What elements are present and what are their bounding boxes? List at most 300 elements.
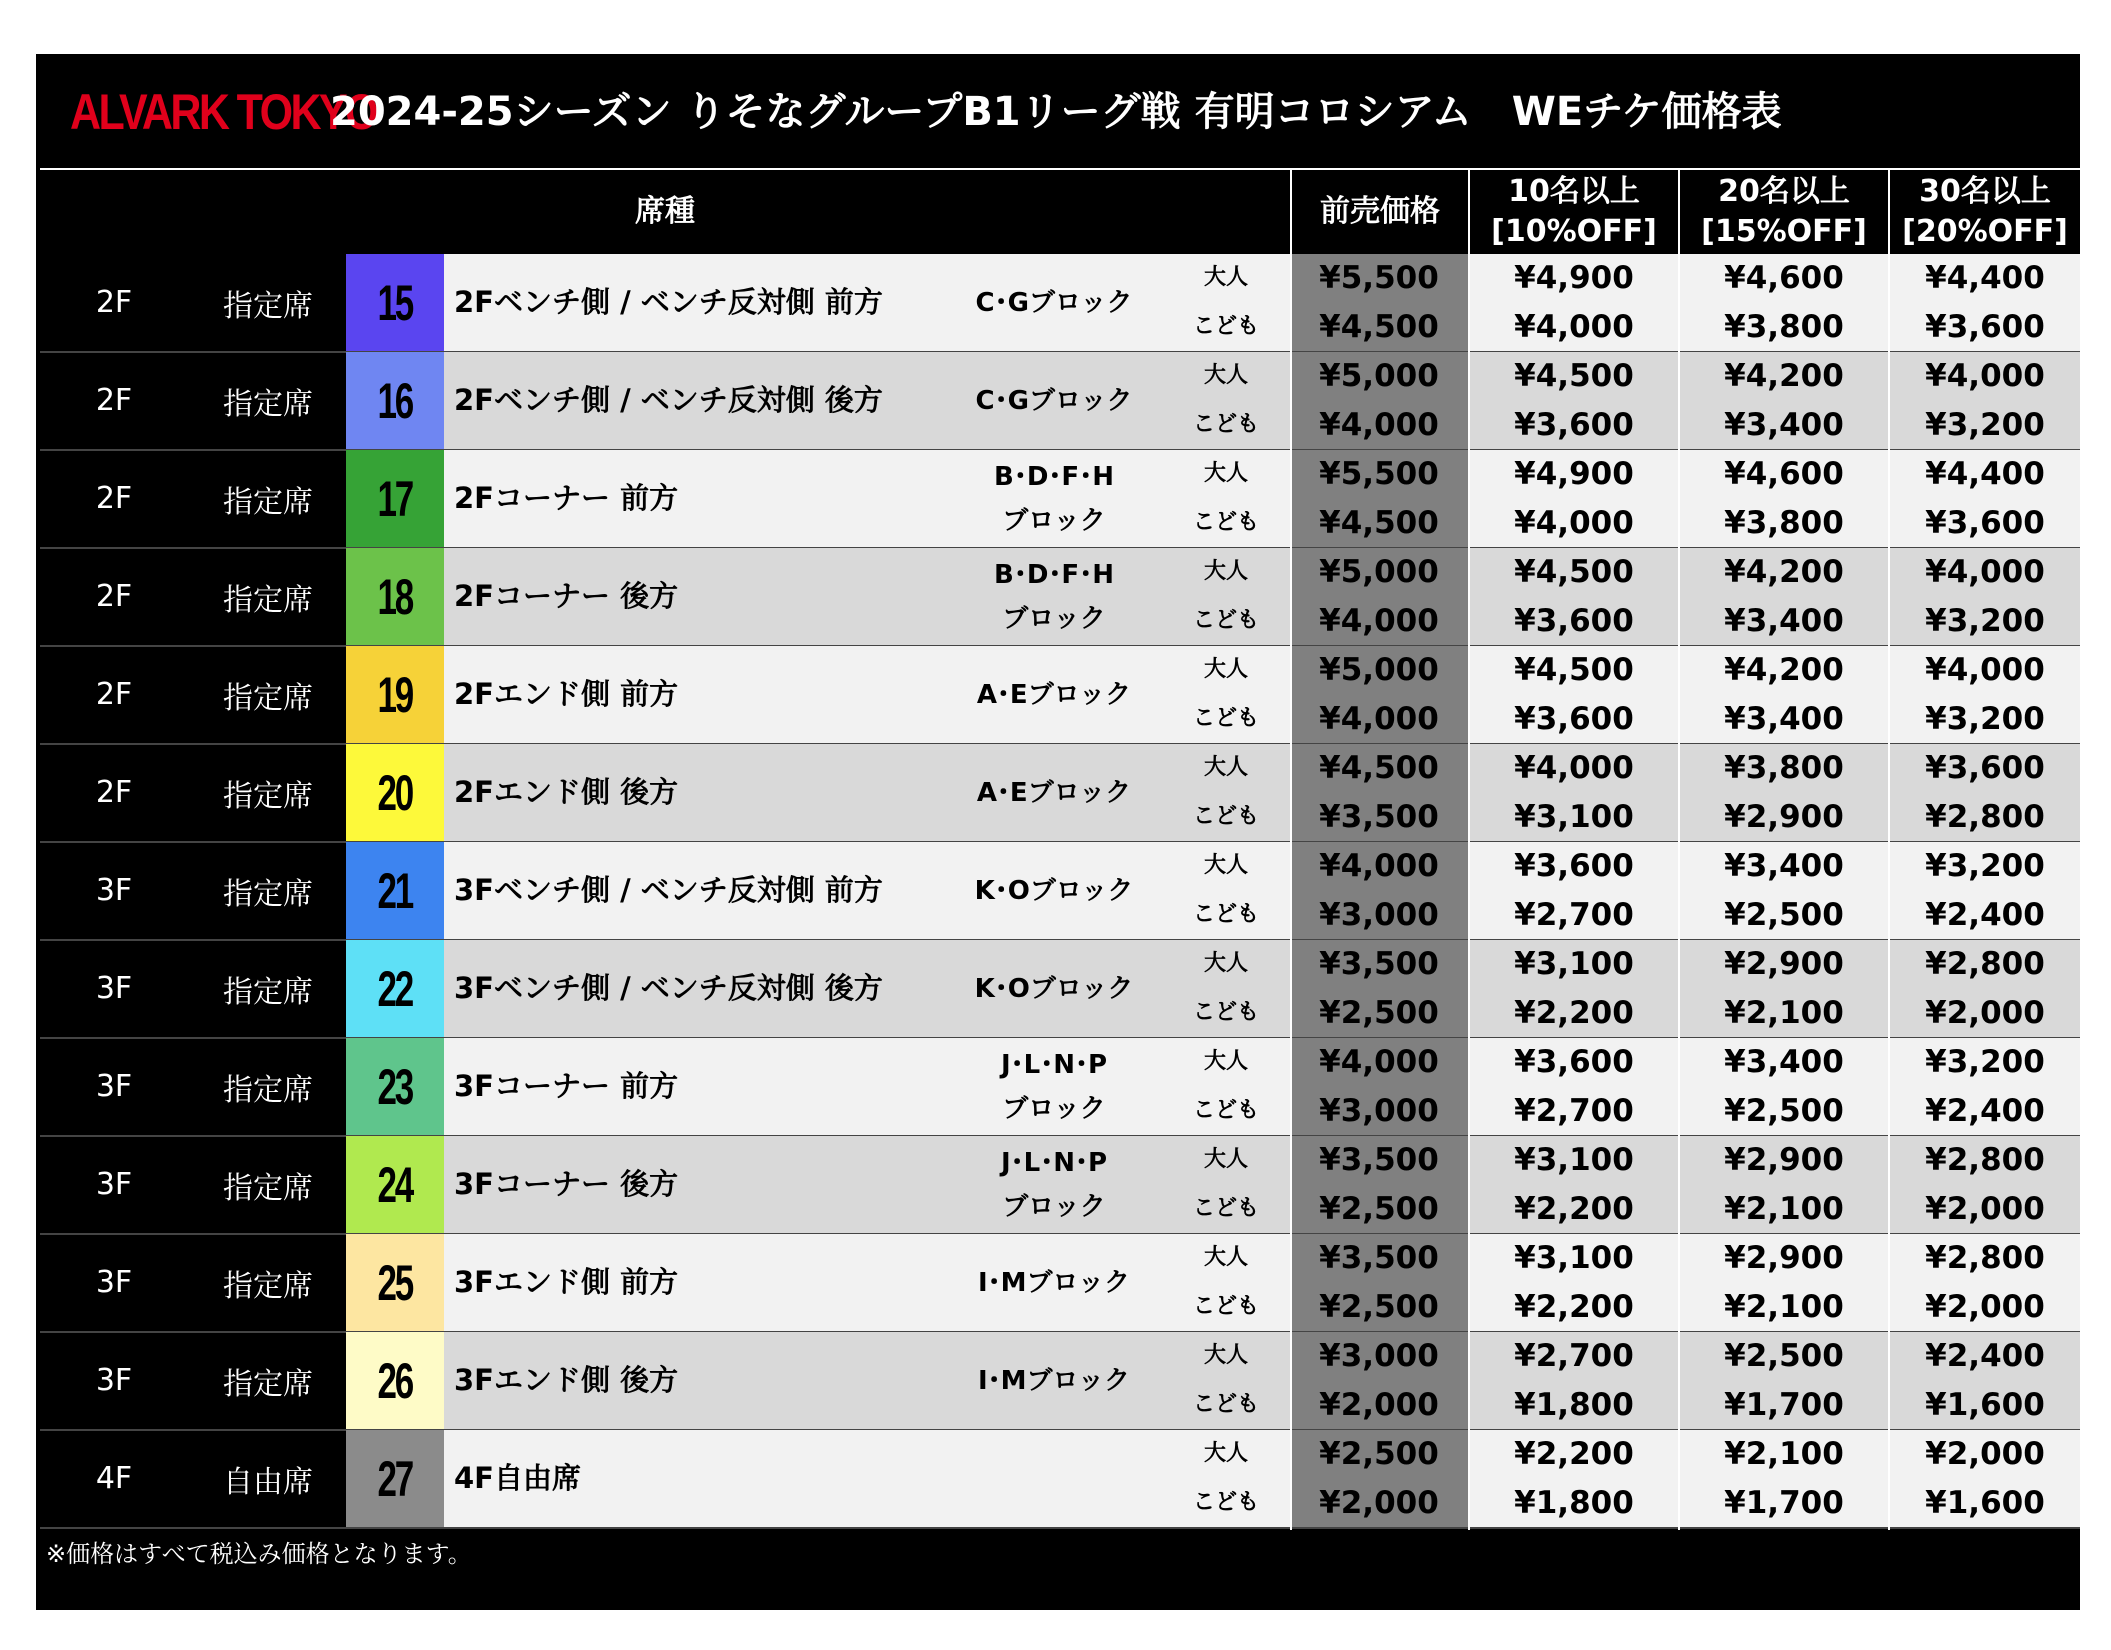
adult-group-price: ¥4,500 xyxy=(1514,554,1634,590)
price-table xyxy=(40,168,2080,1530)
block-label xyxy=(974,1234,1134,1331)
seat-kind-label: 指定席 xyxy=(223,1072,313,1108)
seat-description-cell xyxy=(444,842,1290,939)
block-label-line: ブロック xyxy=(1002,1191,1106,1222)
block-label-line: ブロック xyxy=(1002,1093,1106,1124)
page-title: 2024-25シーズン りそなグループB1リーグ戦 有明コロシアム WEチケ価格表 xyxy=(330,89,1782,135)
presale-price-cell xyxy=(1290,352,1468,449)
floor-label: 2F xyxy=(95,285,133,320)
block-label xyxy=(974,254,1134,351)
seat-description-cell xyxy=(444,940,1290,1037)
block-label xyxy=(974,1136,1134,1233)
adult-group-price: ¥3,100 xyxy=(1514,946,1634,982)
child-group-price: ¥2,000 xyxy=(1925,1191,2045,1227)
group-price-cell xyxy=(1470,1332,1678,1429)
seat-kind-label: 指定席 xyxy=(223,386,313,422)
block-label xyxy=(974,352,1134,449)
group-price-cell xyxy=(1680,548,1888,645)
child-group-price: ¥2,400 xyxy=(1925,1093,2045,1129)
group-price-cell xyxy=(1680,1234,1888,1331)
adult-group-price: ¥4,200 xyxy=(1724,652,1844,688)
age-adult-label: 大人 xyxy=(1203,265,1248,290)
header-seat-type: 席種 xyxy=(40,168,1290,254)
seat-description-cell xyxy=(444,646,1290,743)
child-presale-price: ¥3,500 xyxy=(1319,799,1439,835)
seat-kind-label: 指定席 xyxy=(223,778,313,814)
price-sheet xyxy=(36,54,2080,1610)
child-presale-price: ¥4,000 xyxy=(1319,407,1439,443)
seat-number-badge xyxy=(346,352,444,449)
adult-group-price: ¥4,000 xyxy=(1925,554,2045,590)
child-group-price: ¥2,200 xyxy=(1514,1289,1634,1325)
seat-name: 2Fベンチ側 / ベンチ反対側 前方 xyxy=(454,285,883,319)
floor-label: 2F xyxy=(95,481,133,516)
group-price-cell xyxy=(1680,646,1888,743)
age-adult-label: 大人 xyxy=(1203,1245,1248,1270)
adult-group-price: ¥3,400 xyxy=(1724,848,1844,884)
tax-footnote: ※価格はすべて税込み価格となります。 xyxy=(46,1540,472,1568)
column-divider xyxy=(1468,168,1470,1530)
table-row xyxy=(40,646,2080,743)
group-price-cell xyxy=(1470,450,1678,547)
age-adult-label: 大人 xyxy=(1203,657,1248,682)
block-label-line: C･Gブロック xyxy=(975,287,1133,318)
block-label xyxy=(974,646,1134,743)
seat-kind-label: 指定席 xyxy=(223,288,313,324)
group-price-cell xyxy=(1890,1234,2080,1331)
age-adult-label: 大人 xyxy=(1203,461,1248,486)
table-row xyxy=(40,744,2080,841)
child-group-price: ¥3,800 xyxy=(1724,505,1844,541)
seat-name: 3Fベンチ側 / ベンチ反対側 前方 xyxy=(454,873,883,907)
block-label xyxy=(974,842,1134,939)
group-price-cell xyxy=(1470,744,1678,841)
age-adult-label: 大人 xyxy=(1203,1441,1248,1466)
adult-presale-price: ¥5,000 xyxy=(1319,358,1439,394)
group-price-cell xyxy=(1470,254,1678,351)
group-price-cell xyxy=(1680,254,1888,351)
presale-price-cell xyxy=(1290,744,1468,841)
child-group-price: ¥4,000 xyxy=(1514,309,1634,345)
table-row xyxy=(40,548,2080,645)
adult-group-price: ¥4,600 xyxy=(1724,260,1844,296)
adult-group-price: ¥4,500 xyxy=(1514,652,1634,688)
seat-kind-label: 指定席 xyxy=(223,582,313,618)
group-price-cell xyxy=(1470,1430,1678,1527)
seat-kind-label: 指定席 xyxy=(223,1366,313,1402)
age-child-label: こども xyxy=(1192,510,1259,535)
seat-number-badge xyxy=(346,1332,444,1429)
adult-group-price: ¥4,400 xyxy=(1925,260,2045,296)
header-bar xyxy=(36,54,2080,168)
column-divider xyxy=(1678,168,1680,1530)
child-group-price: ¥2,100 xyxy=(1724,995,1844,1031)
presale-price-cell xyxy=(1290,548,1468,645)
block-label-line: A･Eブロック xyxy=(976,679,1132,710)
seat-number-badge xyxy=(346,646,444,743)
block-label xyxy=(974,1038,1134,1135)
child-presale-price: ¥3,000 xyxy=(1319,897,1439,933)
age-adult-label: 大人 xyxy=(1203,1147,1248,1172)
adult-group-price: ¥4,000 xyxy=(1514,750,1634,786)
table-row xyxy=(40,1430,2080,1527)
group-price-cell xyxy=(1890,1136,2080,1233)
adult-group-price: ¥2,700 xyxy=(1514,1338,1634,1374)
table-row xyxy=(40,1332,2080,1429)
seat-number: 23 xyxy=(377,1058,413,1115)
adult-group-price: ¥2,900 xyxy=(1724,1240,1844,1276)
table-row xyxy=(40,1136,2080,1233)
floor-label: 2F xyxy=(95,579,133,614)
child-group-price: ¥2,400 xyxy=(1925,897,2045,933)
adult-group-price: ¥3,600 xyxy=(1514,848,1634,884)
group-price-cell xyxy=(1890,1430,2080,1527)
table-row xyxy=(40,352,2080,449)
child-presale-price: ¥2,500 xyxy=(1319,995,1439,1031)
seat-number-badge xyxy=(346,450,444,547)
table-row xyxy=(40,1038,2080,1135)
adult-group-price: ¥4,500 xyxy=(1514,358,1634,394)
child-group-price: ¥2,900 xyxy=(1724,799,1844,835)
presale-price-cell xyxy=(1290,1136,1468,1233)
seat-number-badge xyxy=(346,1136,444,1233)
seat-name: 2Fベンチ側 / ベンチ反対側 後方 xyxy=(454,383,883,417)
adult-group-price: ¥2,500 xyxy=(1724,1338,1844,1374)
seat-name: 4F自由席 xyxy=(454,1461,581,1495)
adult-presale-price: ¥3,000 xyxy=(1319,1338,1439,1374)
age-child-label: こども xyxy=(1192,1098,1259,1123)
child-group-price: ¥1,800 xyxy=(1514,1485,1634,1521)
group-price-cell xyxy=(1890,646,2080,743)
block-label-line: C･Gブロック xyxy=(975,385,1133,416)
seat-description-cell xyxy=(444,548,1290,645)
child-group-price: ¥2,100 xyxy=(1724,1289,1844,1325)
child-presale-price: ¥3,000 xyxy=(1319,1093,1439,1129)
adult-group-price: ¥2,900 xyxy=(1724,1142,1844,1178)
adult-presale-price: ¥5,000 xyxy=(1319,652,1439,688)
seat-name: 2Fエンド側 後方 xyxy=(454,775,679,809)
seat-description-cell xyxy=(444,352,1290,449)
floor-label: 3F xyxy=(95,1167,133,1202)
age-child-label: こども xyxy=(1192,1196,1259,1221)
seat-number-badge xyxy=(346,842,444,939)
floor-label: 3F xyxy=(95,1363,133,1398)
block-label xyxy=(974,1430,1134,1527)
adult-presale-price: ¥3,500 xyxy=(1319,946,1439,982)
seat-description-cell xyxy=(444,1038,1290,1135)
adult-group-price: ¥4,400 xyxy=(1925,456,2045,492)
adult-group-price: ¥4,000 xyxy=(1925,358,2045,394)
group-price-cell xyxy=(1890,1038,2080,1135)
adult-group-price: ¥2,800 xyxy=(1925,946,2045,982)
header-presale: 前売価格 xyxy=(1292,168,1468,254)
seat-kind-label: 指定席 xyxy=(223,680,313,716)
seat-name: 3Fコーナー 前方 xyxy=(454,1069,679,1103)
adult-group-price: ¥4,900 xyxy=(1514,456,1634,492)
adult-group-price: ¥3,800 xyxy=(1724,750,1844,786)
block-label xyxy=(974,548,1134,645)
child-group-price: ¥2,100 xyxy=(1724,1191,1844,1227)
seat-name: 3Fベンチ側 / ベンチ反対側 後方 xyxy=(454,971,883,1005)
child-group-price: ¥3,400 xyxy=(1724,603,1844,639)
seat-description-cell xyxy=(444,1234,1290,1331)
group-price-cell xyxy=(1680,1332,1888,1429)
group-price-cell xyxy=(1470,1136,1678,1233)
seat-kind-label: 指定席 xyxy=(223,974,313,1010)
table-row xyxy=(40,1234,2080,1331)
adult-group-price: ¥4,000 xyxy=(1925,652,2045,688)
seat-description-cell xyxy=(444,744,1290,841)
presale-price-cell xyxy=(1290,842,1468,939)
age-child-label: こども xyxy=(1192,1392,1259,1417)
adult-group-price: ¥3,200 xyxy=(1925,1044,2045,1080)
child-group-price: ¥3,600 xyxy=(1514,407,1634,443)
group-price-cell xyxy=(1890,352,2080,449)
seat-number-badge xyxy=(346,744,444,841)
adult-group-price: ¥3,100 xyxy=(1514,1240,1634,1276)
age-adult-label: 大人 xyxy=(1203,1343,1248,1368)
child-group-price: ¥2,500 xyxy=(1724,897,1844,933)
seat-number: 25 xyxy=(377,1254,413,1311)
group-price-cell xyxy=(1680,744,1888,841)
seat-number-badge xyxy=(346,1430,444,1527)
child-group-price: ¥3,400 xyxy=(1724,407,1844,443)
group-price-cell xyxy=(1470,1038,1678,1135)
seat-name: 2Fエンド側 前方 xyxy=(454,677,679,711)
seat-number: 18 xyxy=(377,568,413,625)
adult-group-price: ¥2,800 xyxy=(1925,1240,2045,1276)
child-group-price: ¥3,600 xyxy=(1514,603,1634,639)
child-presale-price: ¥4,500 xyxy=(1319,505,1439,541)
seat-number: 27 xyxy=(377,1450,413,1507)
age-adult-label: 大人 xyxy=(1203,951,1248,976)
child-group-price: ¥3,100 xyxy=(1514,799,1634,835)
adult-group-price: ¥3,200 xyxy=(1925,848,2045,884)
presale-price-cell xyxy=(1290,646,1468,743)
adult-group-price: ¥2,000 xyxy=(1925,1436,2045,1472)
seat-kind-label: 指定席 xyxy=(223,484,313,520)
presale-price-cell xyxy=(1290,940,1468,1037)
block-label xyxy=(974,1332,1134,1429)
seat-description-cell xyxy=(444,1136,1290,1233)
age-child-label: こども xyxy=(1192,804,1259,829)
seat-kind-label: 自由席 xyxy=(223,1464,313,1500)
seat-description-cell xyxy=(444,450,1290,547)
seat-kind-label: 指定席 xyxy=(223,1170,313,1206)
child-group-price: ¥3,400 xyxy=(1724,701,1844,737)
child-group-price: ¥1,600 xyxy=(1925,1387,2045,1423)
child-presale-price: ¥2,500 xyxy=(1319,1289,1439,1325)
seat-number-badge xyxy=(346,254,444,351)
age-child-label: こども xyxy=(1192,706,1259,731)
floor-label: 3F xyxy=(95,873,133,908)
group-price-cell xyxy=(1680,450,1888,547)
presale-price-cell xyxy=(1290,1430,1468,1527)
floor-label: 2F xyxy=(95,383,133,418)
block-label-line: K･Oブロック xyxy=(974,875,1134,906)
child-presale-price: ¥4,000 xyxy=(1319,603,1439,639)
adult-group-price: ¥3,600 xyxy=(1925,750,2045,786)
adult-presale-price: ¥3,500 xyxy=(1319,1240,1439,1276)
seat-number-badge xyxy=(346,940,444,1037)
age-child-label: こども xyxy=(1192,902,1259,927)
row-divider xyxy=(40,1527,2080,1529)
block-label-line: I･Mブロック xyxy=(977,1365,1131,1396)
child-group-price: ¥3,600 xyxy=(1514,701,1634,737)
adult-presale-price: ¥5,000 xyxy=(1319,554,1439,590)
group-price-cell xyxy=(1890,450,2080,547)
block-label-line: A･Eブロック xyxy=(976,777,1132,808)
seat-number: 22 xyxy=(377,960,413,1017)
age-adult-label: 大人 xyxy=(1203,559,1248,584)
child-group-price: ¥3,800 xyxy=(1724,309,1844,345)
adult-group-price: ¥2,200 xyxy=(1514,1436,1634,1472)
age-child-label: こども xyxy=(1192,1294,1259,1319)
seat-number-badge xyxy=(346,1038,444,1135)
group-price-cell xyxy=(1680,842,1888,939)
child-group-price: ¥2,000 xyxy=(1925,1289,2045,1325)
adult-group-price: ¥3,100 xyxy=(1514,1142,1634,1178)
child-group-price: ¥3,600 xyxy=(1925,505,2045,541)
header-group-10: 10名以上 [10%OFF] xyxy=(1470,168,1678,254)
block-label-line: B･D･F･H xyxy=(994,559,1114,590)
seat-number: 26 xyxy=(377,1352,413,1409)
block-label-line: K･Oブロック xyxy=(974,973,1134,1004)
seat-number-badge xyxy=(346,1234,444,1331)
adult-presale-price: ¥5,500 xyxy=(1319,456,1439,492)
age-child-label: こども xyxy=(1192,608,1259,633)
presale-price-cell xyxy=(1290,1234,1468,1331)
block-label xyxy=(974,940,1134,1037)
adult-presale-price: ¥3,500 xyxy=(1319,1142,1439,1178)
block-label-line: J･L･N･P xyxy=(1000,1147,1108,1178)
child-group-price: ¥3,600 xyxy=(1925,309,2045,345)
adult-presale-price: ¥2,500 xyxy=(1319,1436,1439,1472)
seat-kind-label: 指定席 xyxy=(223,1268,313,1304)
adult-group-price: ¥2,900 xyxy=(1724,946,1844,982)
age-adult-label: 大人 xyxy=(1203,363,1248,388)
child-group-price: ¥1,800 xyxy=(1514,1387,1634,1423)
age-child-label: こども xyxy=(1192,1490,1259,1515)
child-presale-price: ¥4,500 xyxy=(1319,309,1439,345)
child-group-price: ¥4,000 xyxy=(1514,505,1634,541)
adult-group-price: ¥4,900 xyxy=(1514,260,1634,296)
adult-group-price: ¥4,200 xyxy=(1724,358,1844,394)
age-child-label: こども xyxy=(1192,314,1259,339)
adult-group-price: ¥3,600 xyxy=(1514,1044,1634,1080)
table-row xyxy=(40,940,2080,1037)
presale-price-cell xyxy=(1290,450,1468,547)
group-price-cell xyxy=(1890,548,2080,645)
age-adult-label: 大人 xyxy=(1203,853,1248,878)
age-adult-label: 大人 xyxy=(1203,1049,1248,1074)
seat-number: 19 xyxy=(377,666,413,723)
group-price-cell xyxy=(1680,1038,1888,1135)
block-label-line: I･Mブロック xyxy=(977,1267,1131,1298)
seat-name: 3Fエンド側 前方 xyxy=(454,1265,679,1299)
group-price-cell xyxy=(1890,254,2080,351)
group-price-cell xyxy=(1470,352,1678,449)
age-adult-label: 大人 xyxy=(1203,755,1248,780)
group-price-cell xyxy=(1680,940,1888,1037)
block-label-line: B･D･F･H xyxy=(994,461,1114,492)
group-price-cell xyxy=(1890,1332,2080,1429)
group-price-cell xyxy=(1680,1430,1888,1527)
child-group-price: ¥3,200 xyxy=(1925,603,2045,639)
adult-presale-price: ¥5,500 xyxy=(1319,260,1439,296)
header-group-20: 20名以上 [15%OFF] xyxy=(1680,168,1888,254)
adult-presale-price: ¥4,500 xyxy=(1319,750,1439,786)
group-price-cell xyxy=(1470,646,1678,743)
group-price-cell xyxy=(1470,548,1678,645)
child-group-price: ¥2,800 xyxy=(1925,799,2045,835)
presale-price-cell xyxy=(1290,254,1468,351)
table-row xyxy=(40,842,2080,939)
age-child-label: こども xyxy=(1192,412,1259,437)
seat-number: 16 xyxy=(377,372,413,429)
presale-price-cell xyxy=(1290,1332,1468,1429)
seat-number-badge xyxy=(346,548,444,645)
seat-description-cell xyxy=(444,1430,1290,1527)
floor-label: 3F xyxy=(95,1265,133,1300)
child-group-price: ¥2,500 xyxy=(1724,1093,1844,1129)
presale-price-cell xyxy=(1290,1038,1468,1135)
block-label-line: ブロック xyxy=(1002,603,1106,634)
group-price-cell xyxy=(1890,842,2080,939)
block-label xyxy=(974,744,1134,841)
child-group-price: ¥1,600 xyxy=(1925,1485,2045,1521)
seat-number: 21 xyxy=(377,862,413,919)
child-group-price: ¥3,200 xyxy=(1925,701,2045,737)
floor-label: 4F xyxy=(95,1461,133,1496)
group-price-cell xyxy=(1470,842,1678,939)
child-group-price: ¥2,200 xyxy=(1514,995,1634,1031)
group-price-cell xyxy=(1890,940,2080,1037)
child-group-price: ¥1,700 xyxy=(1724,1387,1844,1423)
floor-label: 2F xyxy=(95,677,133,712)
child-presale-price: ¥2,000 xyxy=(1319,1485,1439,1521)
child-group-price: ¥2,200 xyxy=(1514,1191,1634,1227)
child-group-price: ¥2,700 xyxy=(1514,897,1634,933)
adult-group-price: ¥3,400 xyxy=(1724,1044,1844,1080)
block-label-line: J･L･N･P xyxy=(1000,1049,1108,1080)
seat-description-cell xyxy=(444,1332,1290,1429)
seat-description-cell xyxy=(444,254,1290,351)
header-group-30: 30名以上 [20%OFF] xyxy=(1890,168,2080,254)
group-price-cell xyxy=(1470,940,1678,1037)
seat-number: 17 xyxy=(377,470,413,527)
alvark-tokyo-logo: ALVARK TOKYO xyxy=(70,84,376,140)
adult-group-price: ¥4,600 xyxy=(1724,456,1844,492)
child-group-price: ¥2,700 xyxy=(1514,1093,1634,1129)
column-divider xyxy=(1888,168,1890,1530)
adult-group-price: ¥2,100 xyxy=(1724,1436,1844,1472)
column-divider xyxy=(1290,168,1292,1530)
adult-presale-price: ¥4,000 xyxy=(1319,848,1439,884)
child-group-price: ¥3,200 xyxy=(1925,407,2045,443)
adult-presale-price: ¥4,000 xyxy=(1319,1044,1439,1080)
block-label-line: ブロック xyxy=(1002,505,1106,536)
seat-name: 2Fコーナー 前方 xyxy=(454,481,679,515)
table-row xyxy=(40,450,2080,547)
seat-name: 3Fエンド側 後方 xyxy=(454,1363,679,1397)
adult-group-price: ¥2,400 xyxy=(1925,1338,2045,1374)
child-group-price: ¥1,700 xyxy=(1724,1485,1844,1521)
floor-label: 3F xyxy=(95,1069,133,1104)
child-presale-price: ¥2,500 xyxy=(1319,1191,1439,1227)
child-presale-price: ¥4,000 xyxy=(1319,701,1439,737)
seat-number: 20 xyxy=(377,764,413,821)
